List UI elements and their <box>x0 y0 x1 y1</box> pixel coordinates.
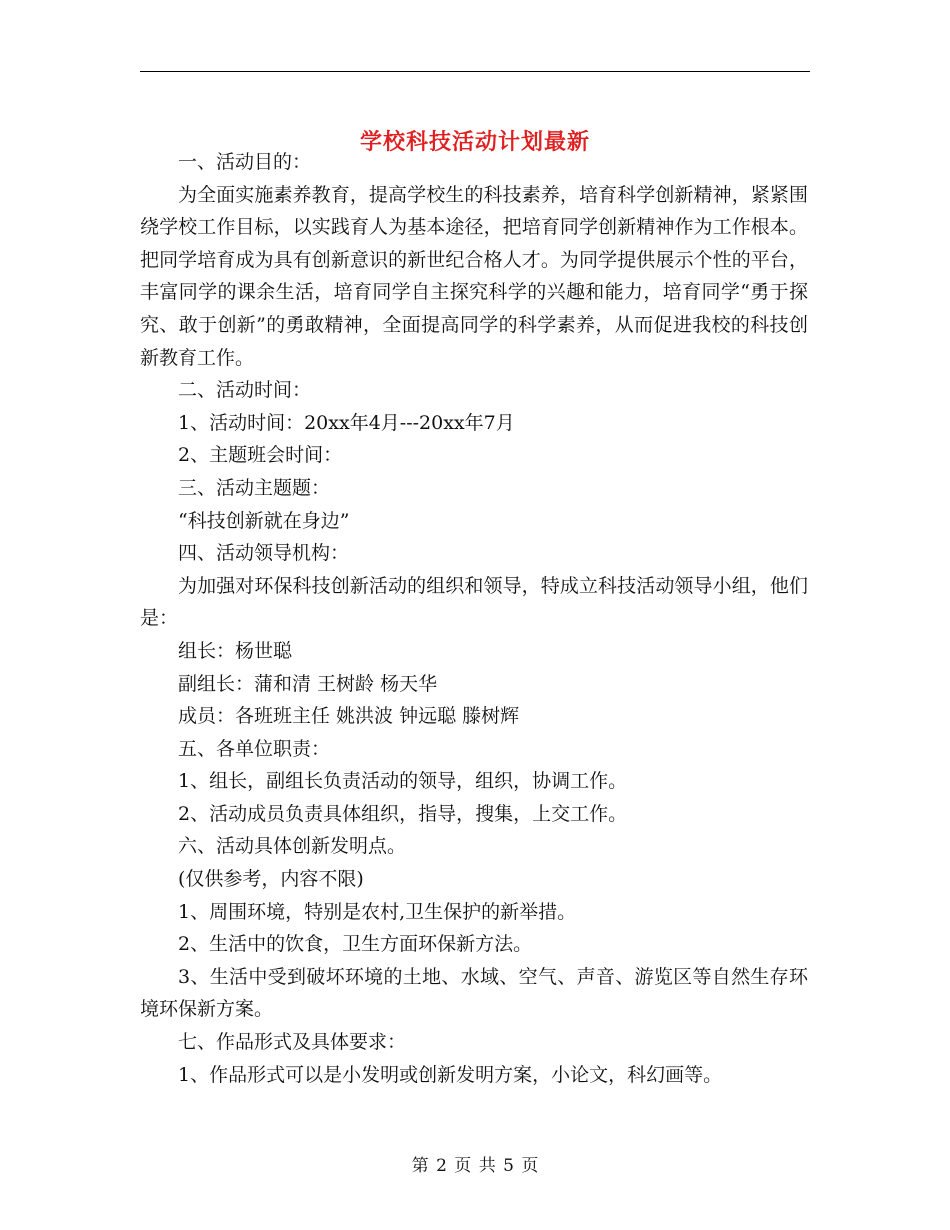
paragraph: 2、主题班会时间： <box>178 444 343 467</box>
paragraph: 五、各单位职责： <box>178 737 331 760</box>
paragraph: 组长：杨世聪 <box>178 639 293 662</box>
paragraph: 1、作品形式可以是小发明或创新发明方案，小论文，科幻画等。 <box>178 1063 723 1086</box>
paragraph: 1、周围环境，特别是农村,卫生保护的新举措。 <box>178 900 577 923</box>
paragraph: 三、活动主题题： <box>178 476 331 499</box>
paragraph: 1、活动时间：20xx年4月---20xx年7月 <box>178 411 515 434</box>
paragraph: 成员：各班班主任 姚洪波 钟远聪 滕树辉 <box>178 705 520 728</box>
paragraph: 2、活动成员负责具体组织，指导，搜集，上交工作。 <box>178 802 628 825</box>
paragraph: (仅供参考，内容不限) <box>178 868 364 891</box>
document-body <box>140 146 808 1091</box>
paragraph: 七、作品形式及具体要求： <box>178 1031 407 1054</box>
paragraph: “科技创新就在身边” <box>178 509 350 532</box>
paragraph: 为加强对环保科技创新活动的组织和领导，特成立科技活动领导小组，他们是： <box>140 574 808 630</box>
paragraph: 六、活动具体创新发明点。 <box>178 835 407 858</box>
header-rule <box>140 71 810 72</box>
paragraph: 一、活动目的： <box>178 151 312 173</box>
paragraph: 3、生活中受到破坏环境的土地、水域、空气、声音、游览区等自然生存环境环保新方案。 <box>140 965 808 1021</box>
paragraph: 四、活动领导机构： <box>178 542 350 565</box>
paragraph: 副组长：蒲和清 王树龄 杨天华 <box>178 672 438 695</box>
paragraph: 2、生活中的饮食，卫生方面环保新方法。 <box>178 933 533 956</box>
page-number: 第 2 页 共 5 页 <box>411 1156 539 1176</box>
paragraph: 为全面实施素养教育，提高学校生的科技素养，培育科学创新精神，紧紧围绕学校工作目标，以实践育人为基本途径，把培育同学创新精神作为工作根本。把同学培育成为具有创新意识的新世纪合格人才。为同学提供展示个性的平台，丰富同学的课余生活，培育同学自主探究科学的兴趣和能力，培育同学“勇于探究、敢于创新”的勇敢精神，全面提高同学的科学素养，从而促进我校的科技创新教育工作。 <box>140 183 808 369</box>
document-title: 学校科技活动计划最新 <box>359 128 590 155</box>
paragraph: 二、活动时间： <box>178 379 312 402</box>
paragraph: 1、组长，副组长负责活动的领导，组织，协调工作。 <box>178 770 628 793</box>
